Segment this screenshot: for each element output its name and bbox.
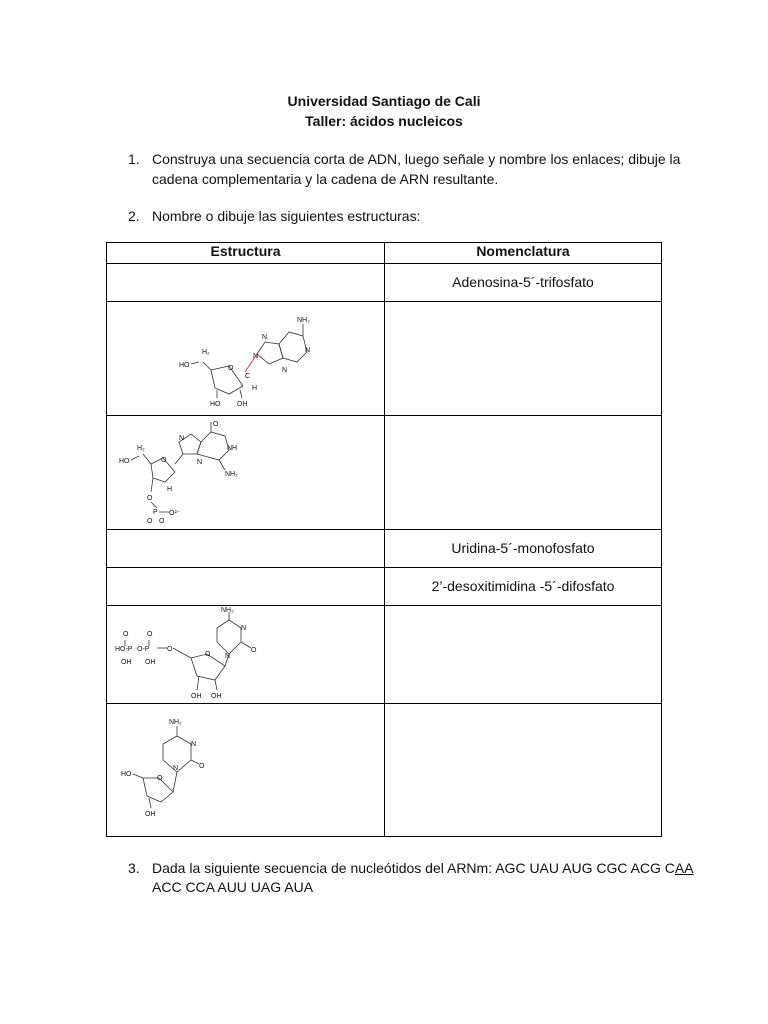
svg-text:O: O (167, 646, 173, 653)
svg-text:O: O (123, 631, 129, 638)
svg-text:N: N (173, 765, 179, 772)
question-1-line2: cadena complementaria y la cadena de ARN resultante. (152, 171, 499, 187)
adenosine-structure (107, 302, 383, 414)
question-1-line1: Construya una secuencia corta de ADN, luego señale y nombre los enlaces; dibuje la (152, 151, 681, 167)
svg-text:O: O (161, 457, 167, 464)
question-2-text: Nombre o dibuje las siguientes estructuras: (152, 208, 421, 224)
question-2-number: 2. (128, 208, 140, 224)
structure-cell (107, 606, 385, 704)
svg-text:HO: HO (179, 362, 190, 369)
svg-text:H: H (167, 486, 173, 493)
table-row (107, 302, 662, 416)
svg-text:N: N (197, 459, 203, 466)
name-cell (385, 416, 662, 530)
svg-text:O: O (205, 651, 211, 658)
structure-cell-empty[interactable] (107, 568, 385, 606)
svg-text:O: O (199, 763, 205, 770)
svg-text:N: N (282, 367, 288, 374)
svg-text:OH: OH (237, 401, 248, 408)
question-3-underlined: AA (674, 860, 694, 876)
name-cell: 2’-desoxitimidina -5´-difosfato (385, 568, 662, 606)
svg-text:HO-P: HO-P (115, 646, 133, 653)
svg-text:N: N (225, 653, 231, 660)
svg-text:N: N (253, 353, 259, 360)
name-cell (385, 606, 662, 704)
structures-table (106, 242, 662, 837)
svg-text:N: N (262, 334, 268, 341)
svg-text:N: N (241, 625, 247, 632)
question-3-number: 3. (128, 860, 140, 876)
svg-text:O: O (147, 631, 153, 638)
question-3-text: Dada la siguiente secuencia de nucleótidos del ARNm: AGC UAU AUG CGC ACG C (152, 860, 675, 876)
table-row (107, 606, 662, 704)
header-nomenclatura: Nomenclatura (385, 243, 662, 264)
svg-text:O-P: O-P (137, 646, 150, 653)
svg-text:NH₂: NH₂ (221, 607, 234, 614)
svg-text:O: O (159, 518, 165, 525)
svg-text:N: N (305, 347, 311, 354)
svg-text:HO: HO (121, 771, 132, 778)
svg-text:O: O (147, 518, 153, 525)
svg-text:OH: OH (145, 811, 156, 818)
svg-text:O: O (147, 495, 153, 502)
svg-text:NH₂: NH₂ (225, 471, 238, 478)
table-row (107, 568, 662, 606)
table-row (107, 264, 662, 302)
svg-text:C: C (245, 373, 251, 380)
svg-text:O: O (157, 775, 163, 782)
svg-text:NH₂: NH₂ (297, 317, 310, 324)
svg-text:O: O (213, 421, 219, 428)
deoxycytidine-structure (107, 704, 383, 835)
workshop-title: Taller: ácidos nucleicos (305, 113, 463, 129)
header-estructura: Estructura (107, 243, 385, 264)
svg-text:NH: NH (227, 445, 238, 452)
svg-text:HO: HO (119, 458, 130, 465)
svg-text:H: H (252, 385, 258, 392)
structure-cell (107, 416, 385, 530)
deoxyguanosine-phosphate-structure (107, 416, 383, 528)
question-3-line1 (152, 858, 694, 878)
structure-cell-empty[interactable] (107, 264, 385, 302)
svg-text:OH: OH (191, 693, 202, 700)
svg-text:H₂: H₂ (137, 445, 145, 452)
svg-text:O: O (228, 365, 234, 372)
question-1-number: 1. (128, 151, 140, 167)
structure-cell (107, 302, 385, 416)
svg-text:O²⁻: O²⁻ (169, 510, 181, 517)
table-row (107, 416, 662, 530)
cytidine-diphosphate-structure (107, 606, 383, 702)
name-cell (385, 302, 662, 416)
svg-text:O: O (251, 647, 257, 654)
svg-text:OH: OH (121, 659, 132, 666)
name-cell: Uridina-5´-monofosfato (385, 530, 662, 568)
svg-text:P: P (153, 509, 158, 516)
university-title: Universidad Santiago de Cali (287, 93, 481, 109)
structure-cell-empty[interactable] (107, 530, 385, 568)
table-row (107, 704, 662, 837)
name-cell (385, 704, 662, 837)
svg-text:OH: OH (145, 659, 156, 666)
svg-text:HO: HO (210, 401, 221, 408)
structure-cell (107, 704, 385, 837)
svg-text:OH: OH (211, 693, 222, 700)
table-header-row (107, 243, 662, 264)
question-3-line2: ACC CCA AUU UAG AUA (152, 879, 314, 895)
table-row (107, 530, 662, 568)
name-cell: Adenosina-5´-trifosfato (385, 264, 662, 302)
svg-text:H₂: H₂ (202, 349, 210, 356)
svg-text:N: N (179, 435, 185, 442)
svg-text:NH₂: NH₂ (169, 719, 182, 726)
svg-text:N: N (191, 741, 197, 748)
